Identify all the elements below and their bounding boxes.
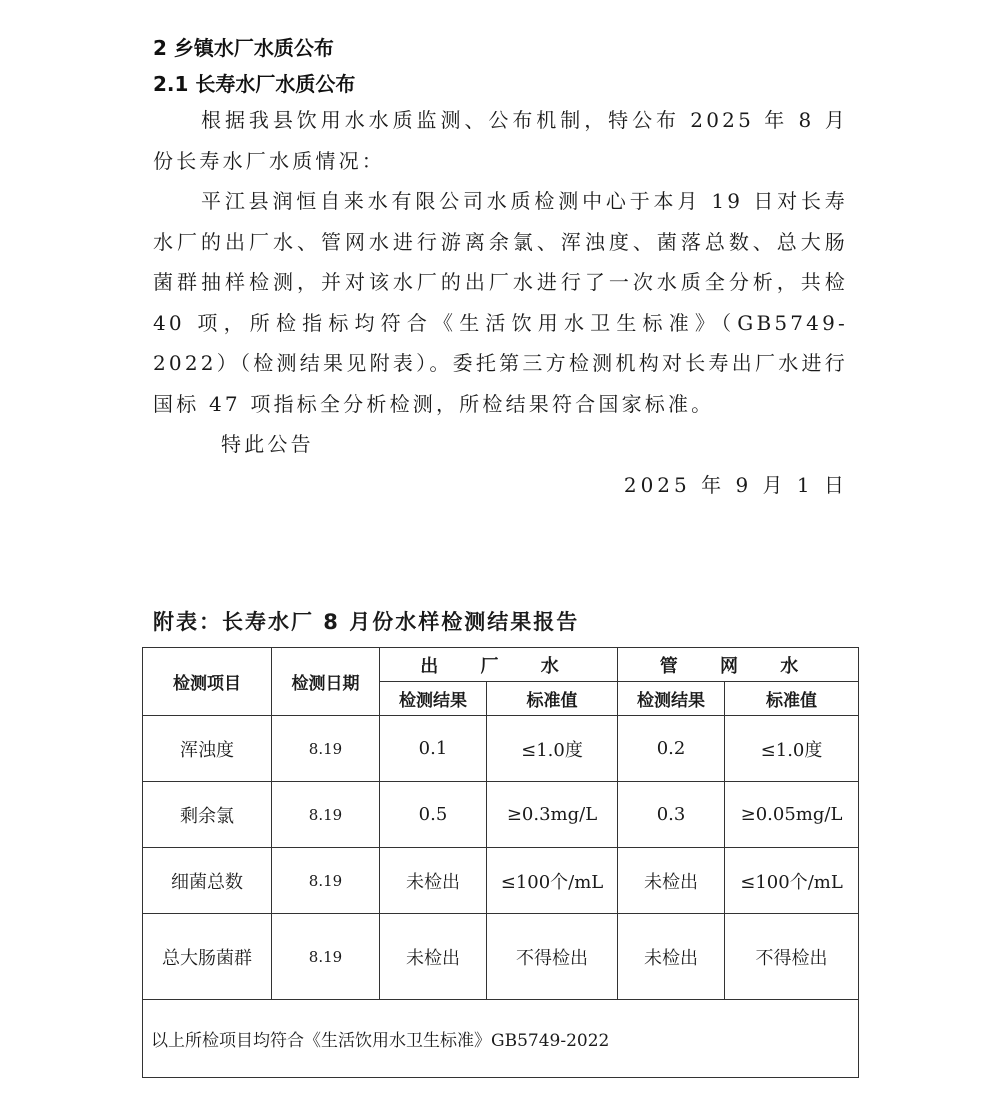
table-footer-note: 以上所检项目均符合《生活饮用水卫生标准》GB5749-2022 [143,1000,859,1078]
cell-network-standard: ≤100个/mL [725,848,859,914]
cell-network-result: 0.2 [618,716,725,782]
cell-factory-result: 未检出 [380,914,487,1000]
announcement-body [153,100,848,505]
table-row [143,848,859,914]
header-factory-standard: 标准值 [487,682,618,716]
cell-network-result: 0.3 [618,782,725,848]
cell-date: 8.19 [272,716,380,782]
cell-item: 总大肠菌群 [143,914,272,1000]
header-network-standard: 标准值 [725,682,859,716]
header-network-result: 检测结果 [618,682,725,716]
cell-item: 细菌总数 [143,848,272,914]
table-row [143,716,859,782]
cell-item: 浑浊度 [143,716,272,782]
cell-factory-standard: ≤1.0度 [487,716,618,782]
header-item: 检测项目 [143,648,272,716]
header-network-water: 管 网 水 [618,648,859,682]
appendix-title: 附表：长寿水厂 8 月份水样检测结果报告 [153,610,580,634]
cell-factory-result: 0.5 [380,782,487,848]
cell-date: 8.19 [272,914,380,1000]
detail-paragraph: 平江县润恒自来水有限公司水质检测中心于本月 19 日对长寿水厂的出厂水、管网水进行游离余氯、浑浊度、菌落总数、总大肠菌群抽样检测，并对该水厂的出厂水进行了一次水质全分析，共检 40 项，所检指标均符合《生活饮用水卫生标准》（GB5749-2022）（检测结果见附表）。委托第三方检测机构对长寿出厂水进行国标 47 项指标全分析检测，所检结果符合国家标准。 [153,189,848,416]
cell-factory-standard: ≤100个/mL [487,848,618,914]
cell-network-result: 未检出 [618,914,725,1000]
table-row [143,782,859,848]
cell-factory-result: 0.1 [380,716,487,782]
cell-network-result: 未检出 [618,848,725,914]
closing-text: 特此公告 [221,432,314,456]
cell-factory-result: 未检出 [380,848,487,914]
header-factory-water: 出 厂 水 [380,648,618,682]
cell-network-standard: 不得检出 [725,914,859,1000]
results-table [142,647,859,1078]
cell-date: 8.19 [272,782,380,848]
cell-network-standard: ≤1.0度 [725,716,859,782]
section-heading: 2 乡镇水厂水质公布 [153,36,334,60]
cell-item: 剩余氯 [143,782,272,848]
cell-network-standard: ≥0.05mg/L [725,782,859,848]
cell-factory-standard: ≥0.3mg/L [487,782,618,848]
header-factory-result: 检测结果 [380,682,487,716]
intro-paragraph: 根据我县饮用水水质监测、公布机制，特公布 2025 年 8 月份长寿水厂水质情况： [153,108,848,173]
cell-factory-standard: 不得检出 [487,914,618,1000]
header-date: 检测日期 [272,648,380,716]
table-row [143,914,859,1000]
cell-date: 8.19 [272,848,380,914]
subsection-heading: 2.1 长寿水厂水质公布 [153,72,356,96]
announcement-date: 2025 年 9 月 1 日 [623,472,848,497]
